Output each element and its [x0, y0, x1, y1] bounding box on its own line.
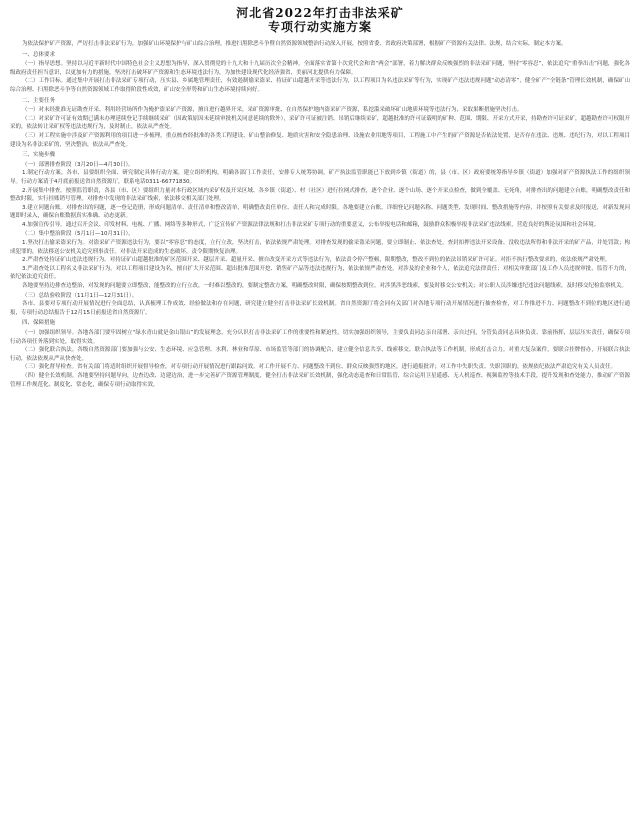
- paragraph: （三）强化督导检查。省有关部门将适时组织开展督导检查，对专项行动开展情况进行跟踪问效。对工作开展不力、问题整改不到位、群众反映强烈的地区，进行通报批评；对工作中失职失责、失职渎职的，依规依纪依法严肃追究有关人员责任。: [22, 364, 617, 371]
- paragraph: 2.开展集中排查。按照监管职责，各县（市、区）要组织力量对本行政区域内采矿权及开采区域、各乡镇（街道）、村（社区）进行拉网式排查，逐个企业、逐个山场、逐个开采点检查，做到全覆盖、无死角，对排查出的问题建立台账，明确整改责任和整改时限，实行挂账销号管理。对排查中发现的非法采矿线索，依法移交相关部门处理。: [10, 187, 630, 203]
- paragraph: 各地要坚持边排查边整治，对发现的问题要立即整改，能整改的立行立改，一时难以整改的，要制定整改方案，明确整改时限，确保按期整改到位。对涉黑涉恶线索，要及时移交公安机关；对公职人员涉嫌违纪违法问题线索，及时移交纪检监察机关。: [22, 283, 628, 290]
- section-heading: 三、实施步骤: [22, 152, 56, 159]
- document-subtitle: 专项行动实施方案: [267, 20, 372, 34]
- paragraph: （三）对工程实施中涉及矿产资源利用的项目进一步梳理，重点核查经批准的各类工程建设、矿山整治修复、地质灾害和安全隐患治理、设施农业用地等项目，工程施工中产生的矿产资源是否依法处置，是否存在违法、违规、违纪行为，对以工程项目建设为名非法采矿的，坚决整治，依法从严查处。: [10, 132, 630, 148]
- paragraph: 1.坚决打击偷采盗采行为。对盗采矿产资源违法行为，要以“零容忍”的态度，立行立改，坚决打击，依法依规严肃处理。对排查发现的偷采盗采问题，要立即制止、依法查处，查封扣押违法开采设备、没收违法所得和非法开采的矿产品，并处罚款；构成犯罪的，依法移送公安机关追究刑事责任。对非法开采造成的生态破坏，责令限期恢复治理。: [10, 240, 630, 255]
- document-body: [10, 40, 630, 389]
- paragraph: （二）工作目标。通过集中开展打击非法采矿专项行动，压实县、乡属地管理责任，有效遏制偷采盗采、持证矿山超越开采等违法行为，以工程项目为名违法采矿等行为，实现矿产违法违规问题“动态清零”，健全矿产“全链条”管理长效机制，确保矿山综合治理、扫黑除恶斗争等自然资源领域工作取得阶段性成效，矿山安全形势和矿山生态环境持续向好。: [10, 78, 630, 93]
- paragraph: （四）健全长效机制。各地要坚持问题导向，边查边改、边建边治，进一步完善矿产资源管理制度，健全打击非法采矿长效机制，强化动态巡查和日常监管，综合运用卫星遥感、无人机巡查、视频监控等技术手段，提升发现和查处能力，推动矿产资源管理工作规范化、制度化、常态化，确保专项行动取得实效。: [10, 372, 630, 388]
- subsection-heading: （三）总结验收阶段（11月1日—12月31日）。: [22, 292, 138, 299]
- paragraph: 为依法保护矿产资源，严厉打击非法采矿行为，加强矿山环境保护与矿山综合治理，推进扫黑除恶斗争暨自然资源领域整治行动深入开展，按照省委、省政府决策部署，根据矿产资源有关法律、法规，结合实际，制定本方案。: [22, 41, 567, 47]
- paragraph: （一）对未经批准无证勘查开采、利用经营场所作为掩护盗采矿产资源，擅自进行越界开采，采矿资源审批、在自然保护地内盗采矿产资源，私挖滥采破坏矿山地质环境等违法行为，采取果断措施坚决打击。: [22, 107, 523, 114]
- section-heading: 四、保障措施: [22, 320, 56, 327]
- paragraph: 3.建立问题台账。对排查出的问题，逐一登记造册，形成问题清单、责任清单和整改清单，明确整改责任单位、责任人和完成时限。各地要建立台账，详细登记问题名称、问题类型、发现时间、整改措施等内容，并按照有关要求及时报送，对新发现问题即时录入，确保台账数据真实准确、动态更新。: [10, 204, 630, 220]
- paragraph: 各市、县要对专项行动开展情况进行全面总结，认真梳理工作成效、经验做法和存在问题，研究建立健全打击非法采矿长效机制。省自然资源厅将会同有关部门对各地专项行动开展情况进行抽查检查，对工作推进不力、问题整改不到位的地区进行通报，专项行动总结报告于12月15日前报送省自然资源厅。: [10, 301, 630, 316]
- section-heading: 二、主要任务: [22, 97, 56, 104]
- paragraph: 2.严肃查处持证矿山违法违规行为。对持证矿山超越批准的矿区范围开采、越层开采、超量开采、擅自改变开采方式等违法行为，依法责令停产整顿，限期整改，整改不到位的依法吊销采矿许可证。对拒不执行整改要求的，依法依规严肃处理。: [22, 257, 611, 264]
- paragraph: （一）加强组织领导。各地各部门要牢固树立“绿水青山就是金山银山”的发展理念，充分认识打击非法采矿工作的重要性和紧迫性，切实加强组织领导，主要负责同志亲自部署、亲自过问，分管负责同志具体负责、靠前指挥，层层压实责任，确保专项行动各项任务落到实处，取得实效。: [10, 330, 630, 345]
- document-title: 河北省2022年打击非法采矿: [236, 6, 404, 20]
- paragraph: （一）指导思想。坚持以习近平新时代中国特色社会主义思想为指导，深入贯彻党的十九大和十九届历次全会精神，全面落实省第十次党代会和省“两会”部署，着力解决群众反映强烈的非法采矿问题，坚持“零容忍”，依法追究“重拳出击”问题，强化各级政府责任担当意识，以更加有力的措施，坚决打击破坏矿产资源和生态环境违法行为，为加快建设现代化经济强省、美丽河北提供有力保障。: [10, 61, 630, 76]
- paragraph: 3.严肃查处以工程名义非法采矿行为。对以工程项目建设为名，擅自扩大开采范围、超出批准范围开挖、销售矿产品等违法违规行为，依法依规严肃查处。对涉及的企业和个人，依法追究法律责任；对相关审批部门及工作人员违规审批、监管不力的，依纪依法追究责任。: [10, 265, 630, 281]
- subsection-heading: （一）部署排查阶段（3月20日—4月30日）。: [22, 161, 134, 168]
- paragraph: 1.制定行动方案。各市、县要组织全面、研究制定具体行动方案，建立组织机构，明确各部门工作责任，安排专人统筹协调，矿产执法监管职能已下放到乡镇（街道）的，县（市、区）政府要统筹指导乡镇（街道）加强对矿产资源执法工作的组织领导。行动方案请于4月底前报送省自然资源厅，联系电话0311-66771830。: [10, 170, 630, 185]
- section-heading: 一、总体要求: [22, 51, 56, 58]
- subsection-heading: （二）集中整治阶段（5月1日—10月31日）。: [22, 231, 134, 238]
- paragraph: （二）对采矿许可证有效期已满未办理延续登记手续继续采矿（因政策原因未延续审批机关同意延续的除外），采矿许可证被注销、吊销后继续采矿，超越批准的许可证载明的矿种、范围、期限、开采方式开采，持勘查许可证采矿，超越勘查许可权限开采的，依法转让采矿权等违法违规行为，及时制止，依法从严查处。: [10, 115, 630, 131]
- paragraph: （二）强化联合执法。各级自然资源部门要加强与公安、生态环境、应急管理、水利、林业和草原、市场监管等部门的协调配合，建立健全信息共享、线索移交、联合执法等工作机制，形成打击合力。对重大复杂案件，要联合挂牌督办，开展联合执法行动，依法依规从严从快查处。: [10, 347, 630, 362]
- paragraph: 4.加强宣传引导。通过召开会议、印发材料、电视、广播、网络等多种形式，广泛宣传矿产资源法律法规和打击非法采矿专项行动的重要意义，公布举报电话和邮箱，鼓励群众积极举报非法采矿违法线索，营造良好的舆论氛围和社会环境。: [22, 221, 600, 228]
